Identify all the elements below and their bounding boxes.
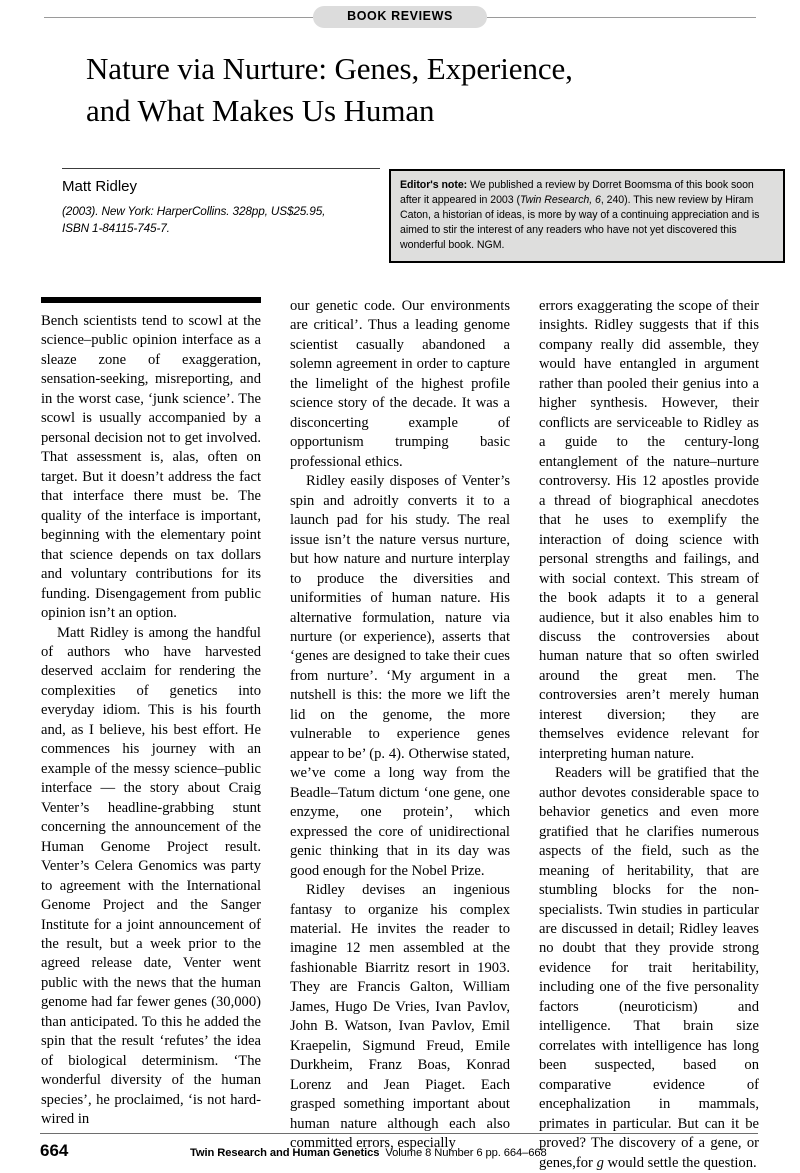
running-head-label: BOOK REVIEWS xyxy=(313,6,487,27)
paragraph-tail-after-italic: would settle the question. xyxy=(603,1154,757,1171)
publication-details-line-2: ISBN 1-84115-745-7. xyxy=(62,221,170,236)
editors-note-text-part-1: We published a review by Dorret Boomsma of this book soon after it appeared in 2003 ( xyxy=(400,179,754,207)
paragraph-text: Readers will be gratified that the author devotes considerable space to behavior genetics and even more gratified that he clarifies numerous aspects of the field, such as the meaning of heritability, that are stumbling blocks for the non-specialists. Twin studies in particular are discussed in detail; Ridley leaves no doubt that they provide strong evidence for trait heritability, including one of the five personality factors (neuroticism) and intelligence. That brain size correlates with intelligence has long been suspected, based on comparative evidence of encephalization in mammals, primates in particular. But can it be proved? The discovery of a gene, or genes, xyxy=(539,765,759,1171)
footer-divider xyxy=(40,1133,758,1134)
paragraph: Matt Ridley is among the handful of authors who have harvested deserved acclaim for rendering the complexities of genetics into everyday idiom. This is his fourth and, as I believe, his best effort. He commences his journey with an example of the messy science–public interface — the story about Craig Venter’s headline-grabbing stunt concerning the announcement of the Human Genome Project result. Venter’s Celera Genomics was party to agreement with the International Genome Project and the Sanger Institute for a joint announcement of the result, but a week prior to the agreed release date, Venter went public with the news that the human genome had far fewer genes (30,000) than anticipated. To this he added the spin that the result ‘refutes’ the idea of biological determinism. ‘The wonderful diversity of the human species’, he proclaimed, ‘is not hard-wired in xyxy=(41,624,261,1128)
editors-note-text-part-2: , 240). This new review by Hiram Caton, a historian of ideas, is more by way of a continuing appreciation and is aimed to stir the interest of any readers who have not yet discovered this wonderful book. NGM. xyxy=(400,194,760,252)
paragraph: Ridley devises an ingenious fantasy to organize his complex material. He invites the reader to imagine 12 men assembled at the fashionable Biarritz resort in 1903. They are Francis Galton, William James, Hugo De Vries, Ivan Pavlov, John B. Watson, Ivan Pavlov, Emil Kraepelin, Sigmund Freud, Emile Durkheim, Franz Boas, Konrad Lorenz and Jean Piaget. Each grasped something important about human nature although each also committed errors, especially xyxy=(290,882,510,1152)
editors-note-label: Editor's note: xyxy=(400,179,468,191)
paragraph: Ridley easily disposes of Venter’s spin and adroitly converts it to a launch pad for his study. The real issue isn’t the nature versus nurture, but how nature and nurture interplay to produce the diversities and uniformities of human nature. His alternative formulation, nature via nurture (or experience), asserts that ‘genes are designed to take their cues from nurture’. ‘My argument in a nutshell is this: the more we lift the lid on the genome, the more vulnerable to experience genes appear to be’ (p. 4). Otherwise stated, we’ve come a long way from the Beadle–Tatum dictum ‘one gene, one enzyme, one protein’, which expressed the core of unidirectional genic thinking that in its day was good enough for the Nobel Prize. xyxy=(290,473,510,879)
footer-volume-info: Volume 8 Number 6 pp. 664–668 xyxy=(385,1147,547,1159)
publication-details-line-1: (2003). New York: HarperCollins. 328pp, US$25.95, xyxy=(62,204,326,218)
paragraph: Bench scientists tend to scowl at the science–public opinion interface as a sleaze zone of exaggeration, sensation-seeking, misreporting, and in the worst case, ‘junk science’. The scowl is usually accompanied by a personal decision not to get involved. That assessment is, alas, often on target. But it doesn’t address the fact that interface there must be. The quality of the interface is important, beginning with the elementary point that science depends on tax dollars and voluntary contributions for its funding. Disengagement from public opinion isn’t an option. xyxy=(41,313,261,622)
author-name: Matt Ridley xyxy=(62,178,138,195)
body-column-1 xyxy=(41,297,261,1173)
page-number: 664 xyxy=(40,1141,69,1160)
running-head xyxy=(0,0,800,34)
paragraph: our genetic code. Our environments are critical’. Thus a leading genome scientist casually abandoned a solemn agreement in order to capture the limelight of the highest profile science story of the decade. It was a disconcerting example of opportunism trumping basic professional ethics. xyxy=(290,298,510,470)
article-title xyxy=(86,48,746,132)
paragraph: errors exaggerating the scope of their insights. Ridley suggests that if this company really did assemble, they would have entangled in argument rather than pooled their genius into a higher synthesis. However, their conflicts are serviceable to Ridley as a guide to the century-long entanglement of the nature–nurture controversy. His 12 apostles provide a thread of biographical anecdotes that he uses to exemplify the interaction of doing science with personal strengths and failings, and with social context. This stream of the book adapts it to a general audience, but it also enables him to discuss the controversies about human nature that so often swirled around the great men. The controversies aren’t merely human interest diversion; they are themselves evidence relevant for interpreting human nature. xyxy=(539,298,759,762)
article-title-line-1: Nature via Nurture: Genes, Experience, xyxy=(86,51,573,86)
body-columns xyxy=(41,297,759,1173)
publication-details xyxy=(62,203,382,237)
italic-term-g: g xyxy=(596,1154,604,1171)
editors-note-box xyxy=(389,169,785,263)
running-head-rule-left xyxy=(44,17,313,18)
page-footer xyxy=(40,1133,760,1161)
paragraph xyxy=(539,764,759,1173)
footer-journal-title: Twin Research and Human Genetics xyxy=(190,1147,380,1159)
article-title-line-2: and What Makes Us Human xyxy=(86,93,435,129)
paragraph-tail-before-italic: for xyxy=(575,1154,597,1171)
byline-divider xyxy=(62,168,380,169)
byline-block xyxy=(62,168,382,237)
running-head-rule-right xyxy=(487,17,756,18)
column-top-rule xyxy=(41,297,261,303)
body-column-3 xyxy=(539,297,759,1173)
footer-citation xyxy=(190,1147,547,1159)
footer-line xyxy=(40,1141,760,1161)
editors-note-journal-citation: Twin Research, 6 xyxy=(519,194,601,207)
body-column-2 xyxy=(290,297,510,1173)
